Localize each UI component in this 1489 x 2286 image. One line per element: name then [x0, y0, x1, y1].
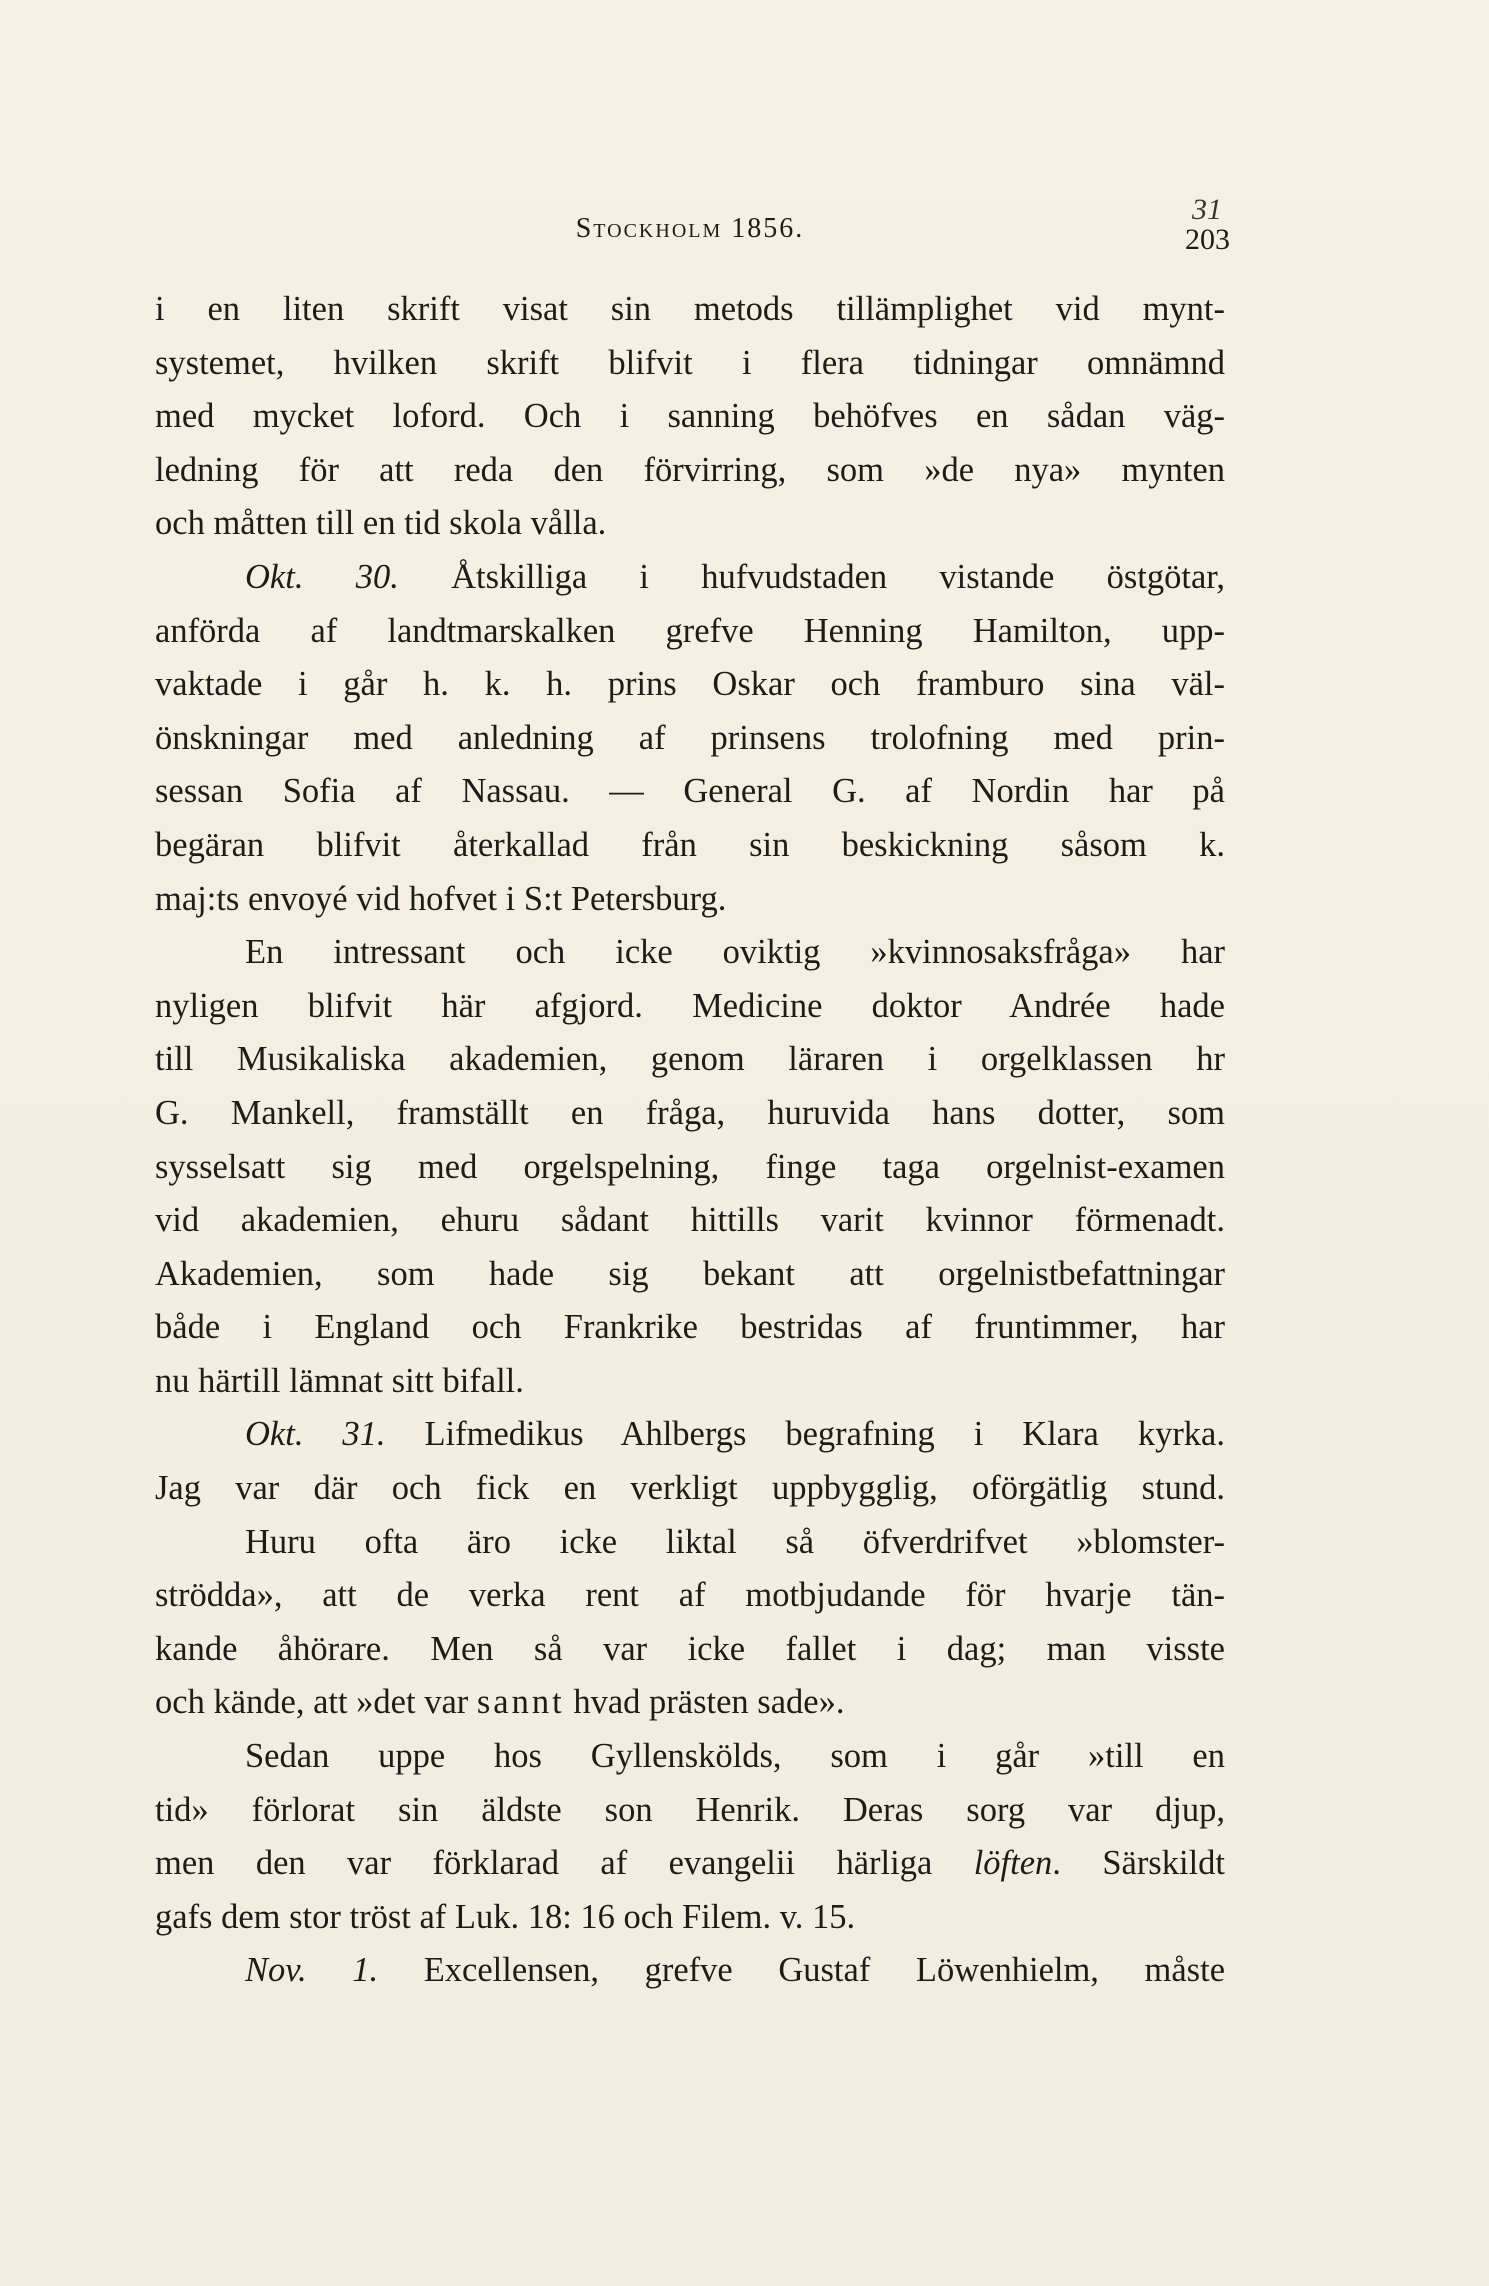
text-line: till Musikaliska akademien, genom läraren i orgelklassen hr — [155, 1040, 1225, 1079]
text-line: sysselsatt sig med orgelspelning, finge taga orgelnist-examen — [155, 1147, 1225, 1186]
text-line: vid akademien, ehuru sådant hittills varit kvinnor förmenadt. — [155, 1201, 1225, 1240]
text-line: gafs dem stor tröst af Luk. 18: 16 och Filem. v. 15. — [155, 1897, 856, 1936]
text-line: vaktade i går h. k. h. prins Oskar och framburo sina väl- — [155, 665, 1225, 704]
text-line: strödda», att de verka rent af motbjudande för hvarje tän- — [155, 1576, 1225, 1615]
text-line: kande åhörare. Men så var icke fallet i dag; man visste — [155, 1629, 1225, 1668]
text-line-dated — [155, 551, 1225, 605]
text-line: En intressant och icke oviktig »kvinnosaksfråga» har — [245, 933, 1225, 972]
text-line: Akademien, som hade sig bekant att orgelnistbefattningar — [155, 1254, 1225, 1293]
text-line — [155, 1837, 1225, 1891]
entry-text: Åtskilliga i hufvudstaden vistande östgötar, — [398, 557, 1225, 596]
text-line: maj:ts envoyé vid hofvet i S:t Petersburg. — [155, 879, 727, 918]
entry-text: Excellensen, grefve Gustaf Löwenhielm, måste — [378, 1951, 1226, 1990]
text-segment: hvad prästen sade». — [564, 1683, 845, 1722]
body-text — [155, 283, 1225, 1998]
text-segment: . Särskildt — [1052, 1844, 1225, 1883]
text-line — [155, 1676, 1225, 1730]
entry-date: Nov. 1. — [245, 1951, 379, 1990]
text-line: Sedan uppe hos Gyllenskölds, som i går »till en — [245, 1737, 1225, 1776]
page-header — [150, 193, 1230, 256]
text-line: i en liten skrift visat sin metods tillämplighet vid mynt- — [155, 290, 1225, 328]
text-line: nyligen blifvit här afgjord. Medicine doktor Andrée hade — [155, 986, 1225, 1025]
text-segment: och kände, att »det var — [155, 1683, 477, 1722]
text-segment: men den var förklarad af evangelii härliga — [155, 1844, 974, 1883]
text-line: begäran blifvit återkallad från sin beskickning såsom k. — [155, 825, 1225, 864]
text-line: systemet, hvilken skrift blifvit i flera tidningar omnämnd — [155, 343, 1225, 382]
text-line: önskningar med anledning af prinsens trolofning med prin- — [155, 718, 1225, 757]
text-line: ledning för att reda den förvirring, som »de nya» mynten — [155, 450, 1225, 489]
running-head — [150, 213, 1230, 245]
text-line: anförda af landtmarskalken grefve Henning Hamilton, upp- — [155, 611, 1225, 650]
text-line: med mycket loford. Och i sanning behöfves en sådan väg- — [155, 397, 1225, 436]
text-line: Jag var där och fick en verkligt uppbygglig, oförgätlig stund. — [155, 1469, 1225, 1508]
running-head-city: Stockholm — [575, 213, 723, 244]
entry-text: Lifmedikus Ahlbergs begrafning i Klara kyrka. — [385, 1415, 1225, 1454]
page-number: 203 — [1185, 223, 1230, 256]
spaced-emphasis: sannt — [476, 1683, 565, 1722]
text-line: nu härtill lämnat sitt bifall. — [155, 1361, 524, 1400]
text-line: Huru ofta äro icke liktal så öfverdrifvet »blomster- — [245, 1522, 1225, 1561]
text-line: sessan Sofia af Nassau. — General G. af Nordin har på — [155, 772, 1225, 811]
text-line: G. Mankell, framställt en fråga, huruvida hans dotter, som — [155, 1093, 1225, 1132]
text-line-dated — [155, 1944, 1225, 1998]
entry-date: Okt. 30. — [245, 557, 399, 596]
entry-date: Okt. 31. — [245, 1415, 386, 1454]
text-line: både i England och Frankrike bestridas af fruntimmer, har — [155, 1308, 1225, 1347]
text-line-dated — [155, 1408, 1225, 1462]
italic-emphasis: löften — [973, 1844, 1053, 1883]
text-line: och måtten till en tid skola vålla. — [155, 504, 607, 543]
running-head-year: 1856. — [731, 213, 805, 244]
handwritten-folio-mark: 31 — [1192, 193, 1222, 226]
text-line: tid» förlorat sin äldste son Henrik. Deras sorg var djup, — [155, 1790, 1225, 1829]
